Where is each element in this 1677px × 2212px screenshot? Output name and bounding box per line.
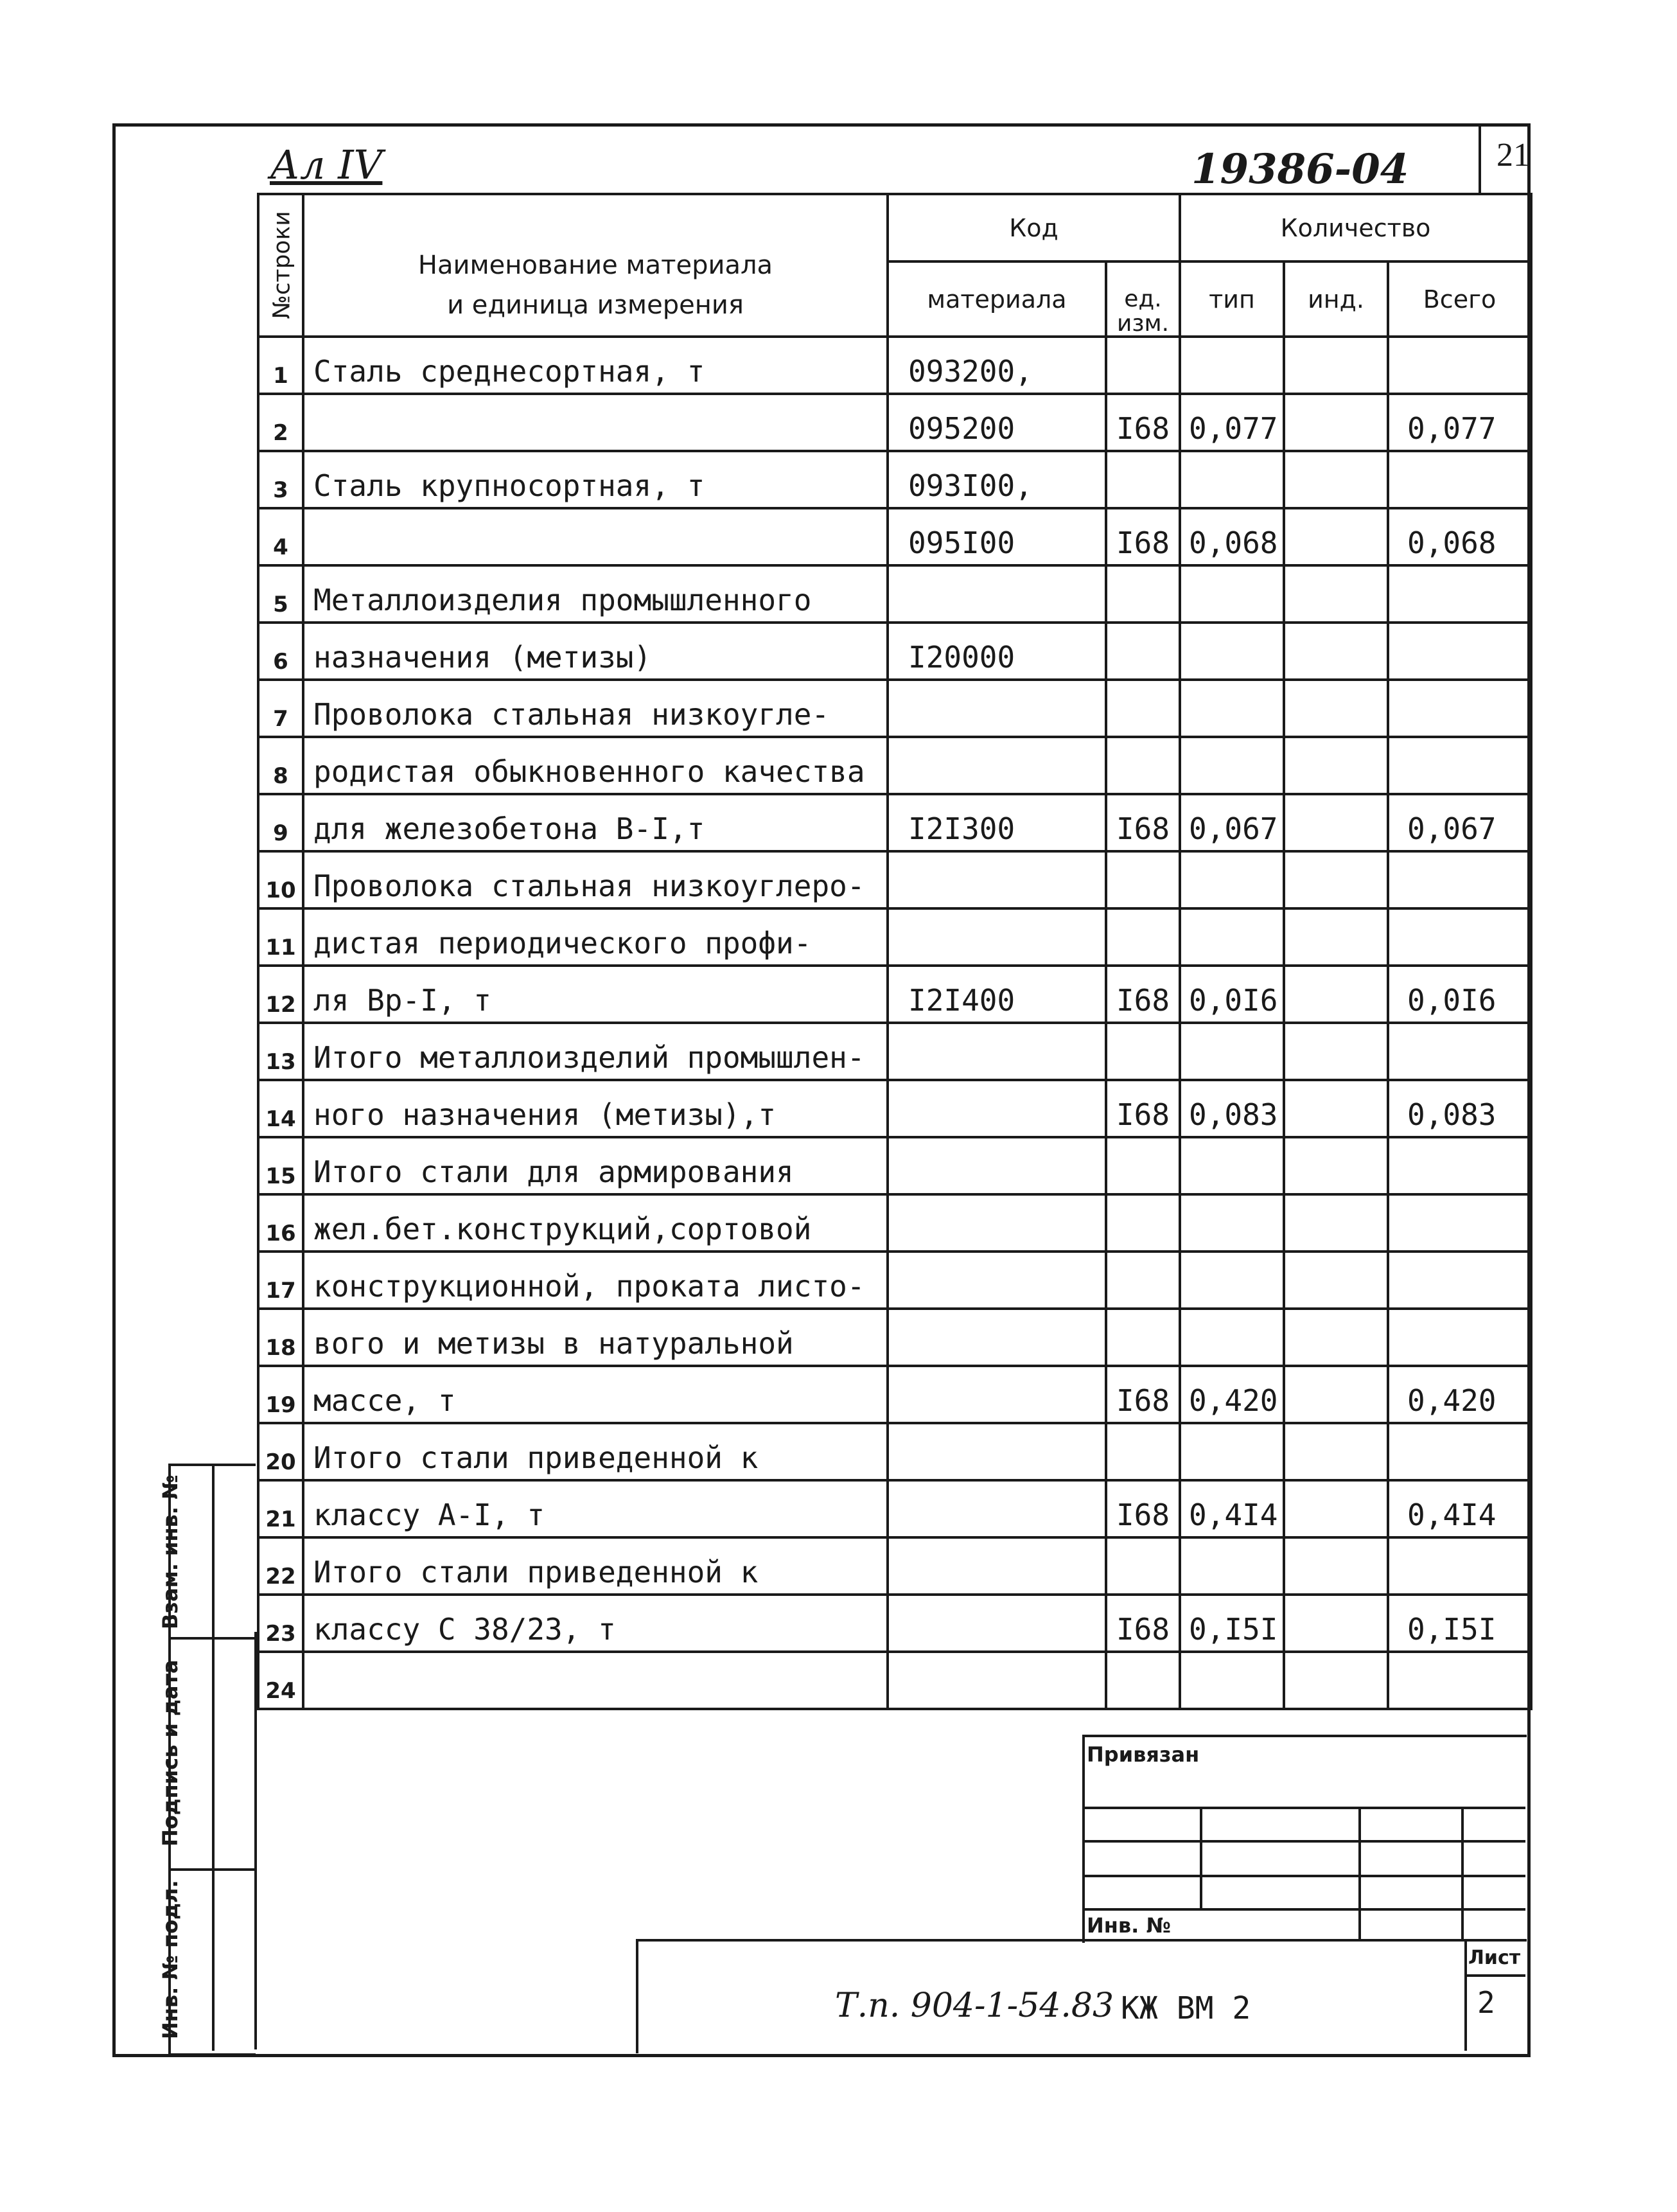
qty-type <box>1180 908 1284 966</box>
table-row <box>258 794 1531 851</box>
qty-type <box>1180 1423 1284 1480</box>
unit-code <box>1106 623 1180 680</box>
unit-code <box>1106 1537 1180 1595</box>
material-name: вого и метизы в натуральной <box>303 1309 888 1366</box>
qty-type <box>1180 1537 1284 1595</box>
material-code: I20000 <box>888 623 1106 680</box>
qty-ind <box>1284 1194 1388 1252</box>
table-row <box>258 1595 1531 1652</box>
row-number: 2 <box>258 394 303 451</box>
row-number: 10 <box>258 851 303 908</box>
code-group-header: Код <box>888 194 1180 261</box>
material-name: Итого металлоизделий промышлен- <box>303 1023 888 1080</box>
qty-type: 0,4I4 <box>1180 1480 1284 1537</box>
privyazan-row-4 <box>1082 1908 1525 1911</box>
material-name: Итого стали для армирования <box>303 1137 888 1194</box>
qty-total <box>1388 1137 1531 1194</box>
material-code: 095200 <box>888 394 1106 451</box>
qty-ind <box>1284 966 1388 1023</box>
qty-type <box>1180 1652 1284 1709</box>
unit-code: I68 <box>1106 508 1180 565</box>
row-number: 16 <box>258 1194 303 1252</box>
qty-ind <box>1284 508 1388 565</box>
specification-table <box>257 193 1532 1710</box>
privyazan-row-3 <box>1082 1875 1525 1877</box>
table-row <box>258 1023 1531 1080</box>
qty-ind <box>1284 337 1388 394</box>
qty-total <box>1388 1652 1531 1709</box>
row-number: 4 <box>258 508 303 565</box>
unit-code: I68 <box>1106 1366 1180 1423</box>
row-number: 15 <box>258 1137 303 1194</box>
material-name: назначения (метизы) <box>303 623 888 680</box>
title-list-divider <box>1464 1939 1467 2051</box>
material-code <box>888 1080 1106 1137</box>
qty-total: 0,067 <box>1388 794 1531 851</box>
row-number: 19 <box>258 1366 303 1423</box>
qty-total <box>1388 1423 1531 1480</box>
unit-code: I68 <box>1106 1595 1180 1652</box>
qty-total: 0,4I4 <box>1388 1480 1531 1537</box>
row-number: 3 <box>258 451 303 508</box>
qty-type <box>1180 1194 1284 1252</box>
qty-type <box>1180 451 1284 508</box>
code-unit-header <box>1106 261 1180 337</box>
unit-code <box>1106 1194 1180 1252</box>
sheet-number: 21 <box>1497 137 1530 173</box>
unit-code <box>1106 337 1180 394</box>
table-row <box>258 623 1531 680</box>
qty-type-header: тип <box>1180 261 1284 337</box>
material-name: ля Вр-I, т <box>303 966 888 1023</box>
qty-ind <box>1284 1080 1388 1137</box>
material-code: 093200, <box>888 337 1106 394</box>
left-binding-line <box>254 1632 257 2049</box>
section-code: КЖ ВМ 2 <box>1121 1990 1251 2026</box>
qty-type <box>1180 1137 1284 1194</box>
qty-ind <box>1284 794 1388 851</box>
row-number: 6 <box>258 623 303 680</box>
qty-ind <box>1284 1537 1388 1595</box>
qty-total: 0,0I6 <box>1388 966 1531 1023</box>
row-number: 23 <box>258 1595 303 1652</box>
row-number: 1 <box>258 337 303 394</box>
side-stamp-podpis: Подпись и дата <box>158 1659 182 1846</box>
material-code: 095I00 <box>888 508 1106 565</box>
material-code <box>888 1252 1106 1309</box>
row-number: 12 <box>258 966 303 1023</box>
table-row <box>258 1480 1531 1537</box>
qty-type: 0,0I6 <box>1180 966 1284 1023</box>
qty-ind <box>1284 680 1388 737</box>
unit-code: I68 <box>1106 966 1180 1023</box>
qty-type: 0,420 <box>1180 1366 1284 1423</box>
material-name: массе, т <box>303 1366 888 1423</box>
row-number-header-label: №строки <box>268 211 295 319</box>
row-number: 9 <box>258 794 303 851</box>
material-code <box>888 908 1106 966</box>
table-row <box>258 451 1531 508</box>
unit-code <box>1106 737 1180 794</box>
material-code <box>888 851 1106 908</box>
privyazan-col-2 <box>1358 1807 1361 1940</box>
unit-code: I68 <box>1106 1080 1180 1137</box>
unit-code: I68 <box>1106 394 1180 451</box>
qty-total <box>1388 737 1531 794</box>
list-number: 2 <box>1477 1985 1495 2020</box>
table-row <box>258 680 1531 737</box>
row-number-header <box>258 194 303 337</box>
inv-no-label: Инв. № <box>1087 1913 1171 1938</box>
material-name: Проволока стальная низкоуглеро- <box>303 851 888 908</box>
material-name: родистая обыкновенного качества <box>303 737 888 794</box>
material-name: конструкционной, проката листо- <box>303 1252 888 1309</box>
material-name-header <box>303 194 888 337</box>
row-number: 13 <box>258 1023 303 1080</box>
material-code <box>888 1595 1106 1652</box>
privyazan-row-1 <box>1082 1807 1525 1809</box>
qty-ind <box>1284 1595 1388 1652</box>
row-number: 5 <box>258 565 303 623</box>
qty-total <box>1388 623 1531 680</box>
material-name-header-label: Наименование материала и единица измерения <box>417 251 773 321</box>
table-row <box>258 1309 1531 1366</box>
qty-ind <box>1284 1023 1388 1080</box>
material-code: I2I400 <box>888 966 1106 1023</box>
material-name: жел.бет.конструкций,сортовой <box>303 1194 888 1252</box>
qty-total <box>1388 1537 1531 1595</box>
qty-type <box>1180 623 1284 680</box>
list-label: Лист <box>1468 1947 1521 1969</box>
qty-total <box>1388 908 1531 966</box>
qty-total <box>1388 1252 1531 1309</box>
row-number: 11 <box>258 908 303 966</box>
row-number: 8 <box>258 737 303 794</box>
privyazan-row-2 <box>1082 1840 1525 1843</box>
table-row <box>258 737 1531 794</box>
qty-total <box>1388 565 1531 623</box>
material-code <box>888 1652 1106 1709</box>
qty-ind <box>1284 451 1388 508</box>
qty-type <box>1180 337 1284 394</box>
qty-type: 0,I5I <box>1180 1595 1284 1652</box>
qty-total: 0,420 <box>1388 1366 1531 1423</box>
table-row <box>258 508 1531 565</box>
qty-type <box>1180 851 1284 908</box>
album-mark: Ал IV <box>270 141 383 188</box>
material-code <box>888 1137 1106 1194</box>
table-row <box>258 337 1531 394</box>
qty-type <box>1180 1309 1284 1366</box>
row-number: 21 <box>258 1480 303 1537</box>
qty-type: 0,077 <box>1180 394 1284 451</box>
qty-type <box>1180 680 1284 737</box>
qty-type: 0,083 <box>1180 1080 1284 1137</box>
privyazan-col-1 <box>1200 1807 1202 1908</box>
material-name: Металлоизделия промышленного <box>303 565 888 623</box>
material-code: I2I300 <box>888 794 1106 851</box>
qty-ind <box>1284 1652 1388 1709</box>
qty-total <box>1388 1194 1531 1252</box>
material-code <box>888 737 1106 794</box>
qty-ind <box>1284 565 1388 623</box>
material-code <box>888 1366 1106 1423</box>
qty-ind <box>1284 737 1388 794</box>
qty-type <box>1180 1023 1284 1080</box>
qty-ind <box>1284 1480 1388 1537</box>
doc-number: 19386-04 <box>1191 145 1409 193</box>
qty-type: 0,067 <box>1180 794 1284 851</box>
qty-total: 0,077 <box>1388 394 1531 451</box>
qty-total: 0,083 <box>1388 1080 1531 1137</box>
qty-total <box>1388 851 1531 908</box>
table-row <box>258 1652 1531 1709</box>
qty-total <box>1388 451 1531 508</box>
qty-type <box>1180 565 1284 623</box>
table-row <box>258 1423 1531 1480</box>
unit-code <box>1106 1137 1180 1194</box>
material-name: классу С 38/23, т <box>303 1595 888 1652</box>
unit-code <box>1106 1252 1180 1309</box>
table-row <box>258 1194 1531 1252</box>
code-material-header: материала <box>888 261 1106 337</box>
qty-total-header: Всего <box>1388 261 1531 337</box>
side-stamp-vzam: Взам. инв. № <box>158 1474 182 1629</box>
sheet-number-divider <box>1479 123 1481 194</box>
material-code: 093I00, <box>888 451 1106 508</box>
unit-code: I68 <box>1106 794 1180 851</box>
qty-type: 0,068 <box>1180 508 1284 565</box>
qty-ind <box>1284 394 1388 451</box>
material-name: классу А-I, т <box>303 1480 888 1537</box>
qty-total: 0,068 <box>1388 508 1531 565</box>
qty-ind <box>1284 1137 1388 1194</box>
table-row <box>258 565 1531 623</box>
unit-code <box>1106 1023 1180 1080</box>
material-name: Проволока стальная низкоугле- <box>303 680 888 737</box>
material-code <box>888 680 1106 737</box>
qty-total <box>1388 1023 1531 1080</box>
table-row <box>258 394 1531 451</box>
material-name: Сталь среднесортная, т <box>303 337 888 394</box>
code-unit-header-label: ед. изм. <box>1116 285 1170 337</box>
material-name <box>303 508 888 565</box>
row-number: 7 <box>258 680 303 737</box>
designation: Т.п. 904-1-54.83 <box>835 1986 1114 2025</box>
material-code <box>888 565 1106 623</box>
material-name: ного назначения (метизы),т <box>303 1080 888 1137</box>
quantity-group-header: Количество <box>1180 194 1531 261</box>
row-number: 17 <box>258 1252 303 1309</box>
qty-type <box>1180 1252 1284 1309</box>
unit-code <box>1106 1652 1180 1709</box>
material-code <box>888 1537 1106 1595</box>
row-number: 14 <box>258 1080 303 1137</box>
unit-code <box>1106 565 1180 623</box>
material-code <box>888 1480 1106 1537</box>
qty-ind <box>1284 1309 1388 1366</box>
side-stamp-divider-2 <box>168 1868 254 1871</box>
privyazan-label: Привязан <box>1087 1742 1200 1767</box>
qty-ind <box>1284 1252 1388 1309</box>
material-name: дистая периодического профи- <box>303 908 888 966</box>
row-number: 22 <box>258 1537 303 1595</box>
material-name: Итого стали приведенной к <box>303 1537 888 1595</box>
material-name: Итого стали приведенной к <box>303 1423 888 1480</box>
unit-code <box>1106 908 1180 966</box>
qty-type <box>1180 737 1284 794</box>
row-number: 18 <box>258 1309 303 1366</box>
material-code <box>888 1194 1106 1252</box>
qty-ind <box>1284 851 1388 908</box>
qty-total <box>1388 680 1531 737</box>
qty-total <box>1388 337 1531 394</box>
table-row <box>258 966 1531 1023</box>
table-row <box>258 908 1531 966</box>
row-number: 20 <box>258 1423 303 1480</box>
qty-ind <box>1284 1366 1388 1423</box>
qty-ind-header: инд. <box>1284 261 1388 337</box>
side-stamp-divider-1 <box>168 1637 254 1640</box>
unit-code <box>1106 851 1180 908</box>
material-name <box>303 1652 888 1709</box>
unit-code <box>1106 451 1180 508</box>
qty-ind <box>1284 623 1388 680</box>
side-stamp-inv-podl: Инв. № подл. <box>158 1880 182 2039</box>
material-name: Сталь крупносортная, т <box>303 451 888 508</box>
qty-ind <box>1284 908 1388 966</box>
table-row <box>258 1252 1531 1309</box>
material-code <box>888 1023 1106 1080</box>
table-row <box>258 1080 1531 1137</box>
qty-ind <box>1284 1423 1388 1480</box>
side-stamp-inner-line <box>212 1464 215 2051</box>
unit-code <box>1106 680 1180 737</box>
material-name: для железобетона В-I,т <box>303 794 888 851</box>
unit-code <box>1106 1423 1180 1480</box>
material-code <box>888 1423 1106 1480</box>
material-name <box>303 394 888 451</box>
table-row <box>258 1366 1531 1423</box>
material-code <box>888 1309 1106 1366</box>
row-number: 24 <box>258 1652 303 1709</box>
title-list-row <box>1464 1974 1525 1977</box>
table-row <box>258 1537 1531 1595</box>
unit-code: I68 <box>1106 1480 1180 1537</box>
unit-code <box>1106 1309 1180 1366</box>
privyazan-col-3 <box>1461 1807 1464 1940</box>
specification-body <box>258 337 1531 1709</box>
table-row <box>258 851 1531 908</box>
qty-total: 0,I5I <box>1388 1595 1531 1652</box>
qty-total <box>1388 1309 1531 1366</box>
table-row <box>258 1137 1531 1194</box>
